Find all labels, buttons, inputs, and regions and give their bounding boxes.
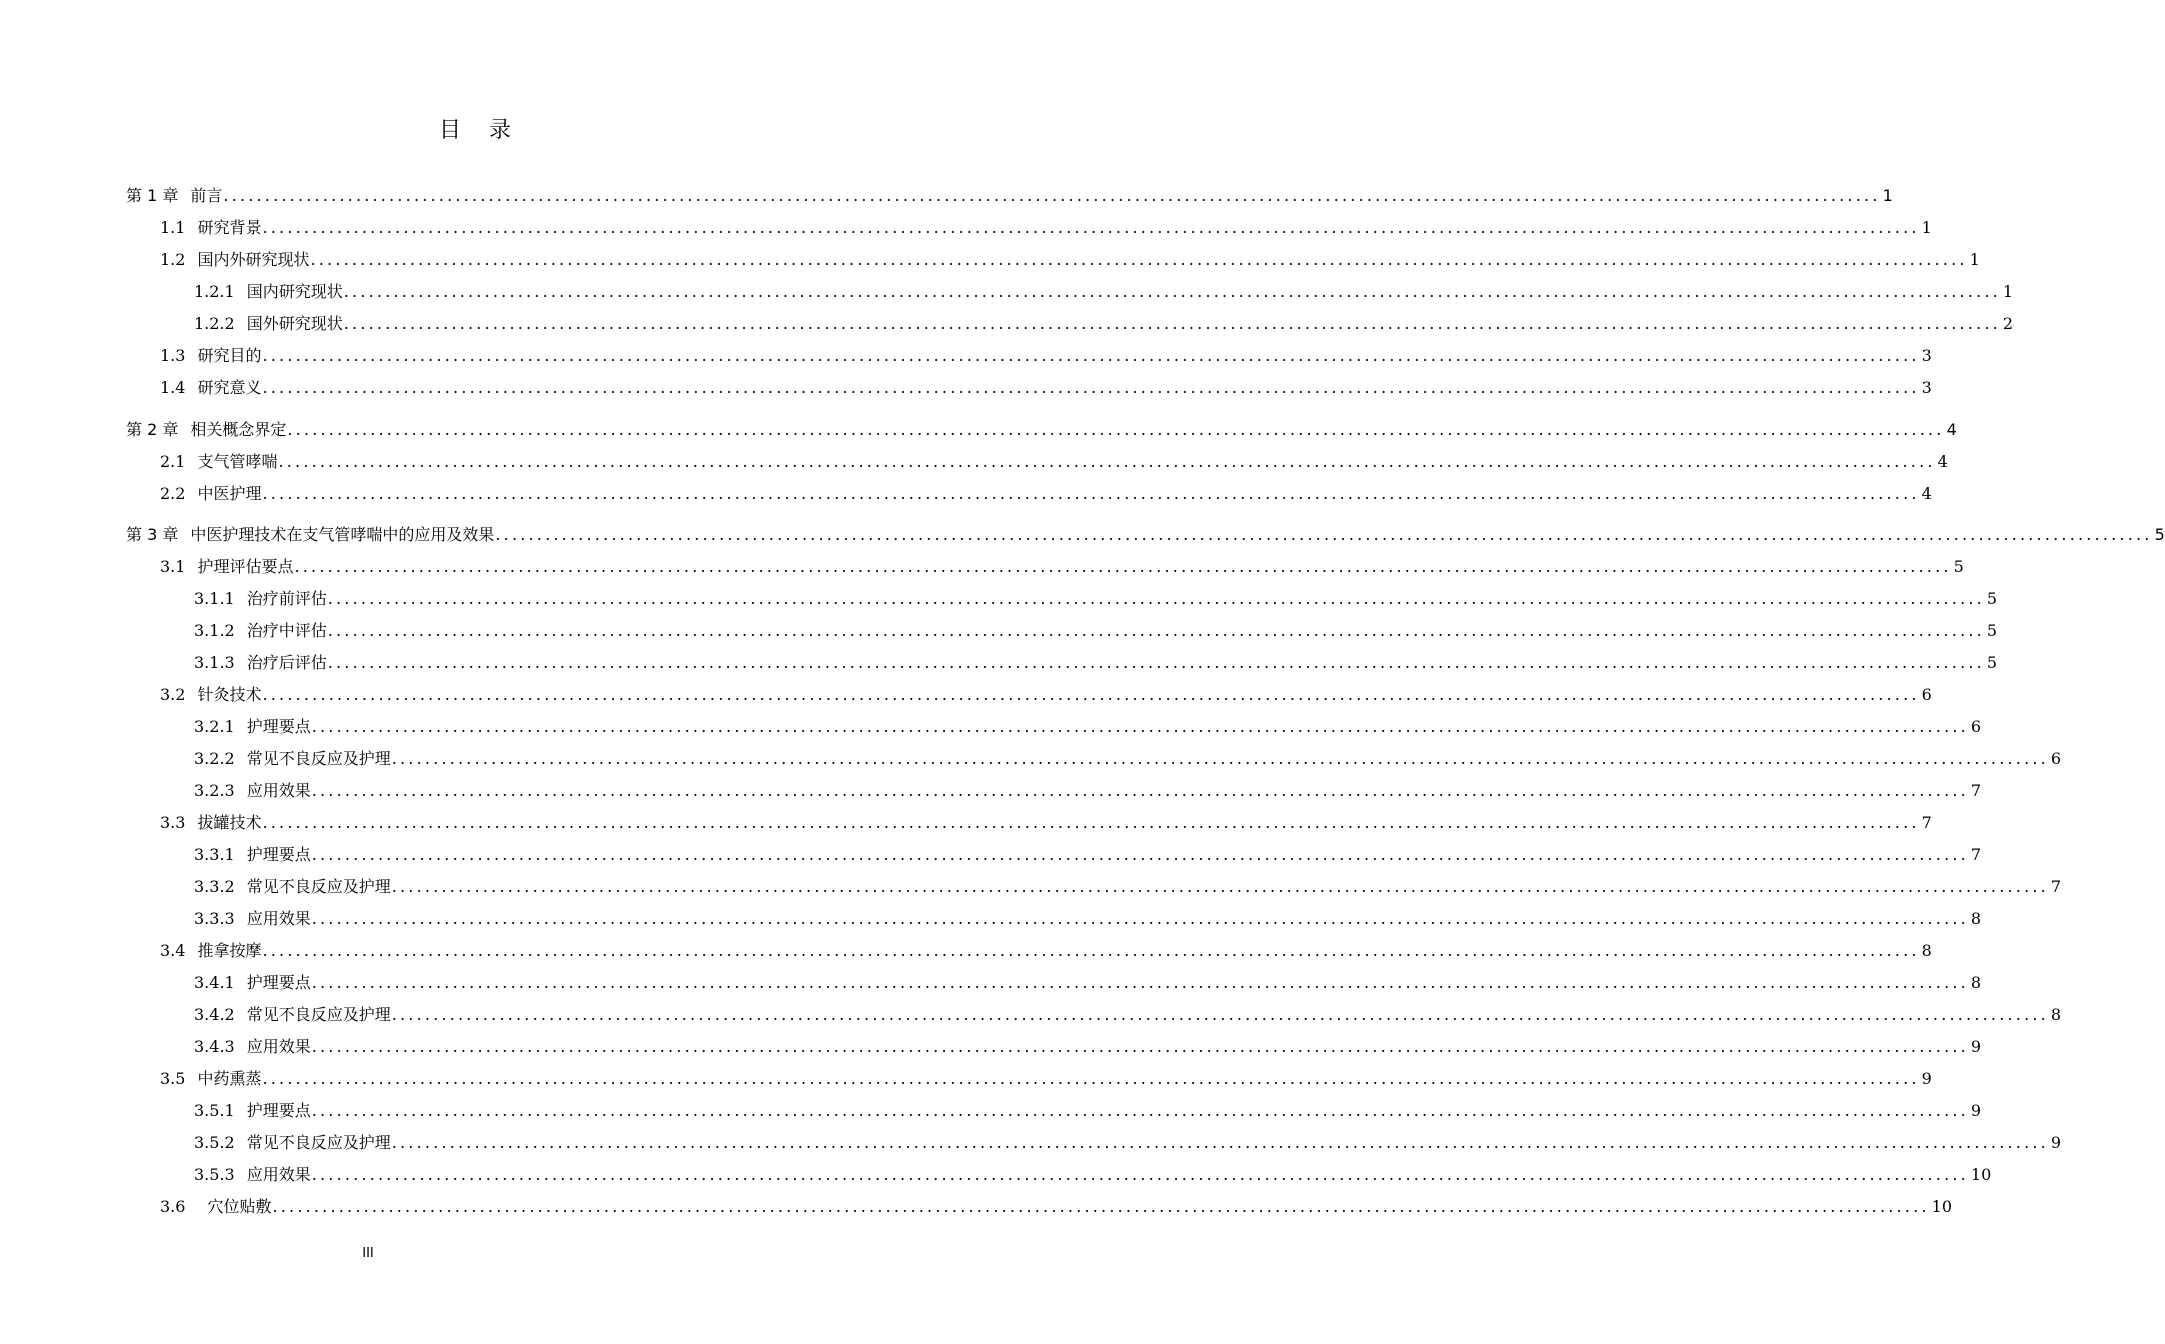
- toc-leader-dots: ........................................................................................................................................................................................................: [262, 941, 1920, 960]
- toc-entry[interactable]: [194, 619, 1998, 643]
- toc-leader-dots: ........................................................................................................................................................................................................: [311, 717, 1969, 736]
- toc-leader-dots: ........................................................................................................................................................................................................: [327, 589, 1985, 608]
- toc-leader-dots: ........................................................................................................................................................................................................: [311, 1165, 1969, 1184]
- toc-leader-dots: ........................................................................................................................................................................................................: [311, 909, 1969, 928]
- toc-entry-page: 9: [1970, 1101, 1982, 1120]
- toc-leader-dots: ........................................................................................................................................................................................................: [311, 1037, 1969, 1056]
- toc-title-char-1: 目: [438, 118, 461, 143]
- toc-entry-label: 研究背景: [197, 218, 262, 237]
- page-number-footer: III: [362, 1246, 374, 1261]
- toc-leader-dots: ........................................................................................................................................................................................................: [343, 282, 2001, 301]
- toc-entry[interactable]: [160, 683, 1932, 707]
- toc-entry[interactable]: [160, 1195, 1953, 1219]
- toc-entry[interactable]: [194, 907, 1982, 931]
- toc-entry[interactable]: [194, 971, 1982, 995]
- toc-entry-page: 1: [1969, 250, 1980, 269]
- toc-entry-page: 7: [2050, 877, 2062, 896]
- toc-leader-dots: ........................................................................................................................................................................................................: [311, 781, 1969, 800]
- toc-entry-label: 常见不良反应及护理: [246, 877, 391, 896]
- toc-entry-number: 1.2: [160, 250, 186, 269]
- toc-entry-page: 7: [1921, 813, 1932, 832]
- toc-entry-label: 中医护理技术在支气管哮喘中的应用及效果: [190, 525, 495, 544]
- toc-entry-number: 3.5.1: [194, 1101, 235, 1120]
- toc-entry-number: 3.4: [160, 941, 186, 960]
- toc-entry-page: 9: [1970, 1037, 1982, 1056]
- toc-entry[interactable]: [194, 715, 1982, 739]
- toc-entry[interactable]: [194, 747, 2062, 771]
- toc-entry-page: 5: [1986, 653, 1998, 672]
- toc-entry-number: 1.1: [160, 218, 186, 237]
- toc-leader-dots: ........................................................................................................................................................................................................: [391, 749, 2049, 768]
- toc-entry-number: 3.2.2: [194, 749, 235, 768]
- toc-entry-number: 3.1.1: [194, 589, 235, 608]
- toc-entry-number: 3.5.3: [194, 1165, 235, 1184]
- toc-leader-dots: ........................................................................................................................................................................................................: [343, 314, 2001, 333]
- toc-entry-number: 3.2: [160, 685, 186, 704]
- toc-entry-label: 应用效果: [246, 1037, 311, 1056]
- toc-entry-number: 1.4: [160, 378, 186, 397]
- toc-entry-label: 应用效果: [246, 781, 311, 800]
- toc-entry-label: 治疗前评估: [246, 589, 327, 608]
- toc-entry[interactable]: [160, 216, 1932, 240]
- toc-entry-label: 拔罐技术: [197, 813, 262, 832]
- toc-leader-dots: ........................................................................................................................................................................................................: [262, 218, 1920, 237]
- toc-entry-page: 4: [1946, 420, 1957, 439]
- toc-entry-label: 护理要点: [246, 717, 311, 736]
- toc-entry-number: 3.3.2: [194, 877, 235, 896]
- toc-entry-page: 10: [1931, 1197, 1953, 1216]
- toc-leader-dots: ........................................................................................................................................................................................................: [278, 452, 1936, 471]
- toc-entry[interactable]: [194, 1035, 1982, 1059]
- toc-entry-label: 中医护理: [197, 484, 262, 503]
- toc-entry[interactable]: [194, 843, 1982, 867]
- toc-entry-label: 国外研究现状: [246, 314, 343, 333]
- toc-entry-number: 3.2.3: [194, 781, 235, 800]
- toc-entry[interactable]: [126, 418, 1957, 442]
- toc-entry-number: 3.3.3: [194, 909, 235, 928]
- toc-entry-number: 3.6: [160, 1197, 186, 1216]
- toc-entry-number: 2.1: [160, 452, 186, 471]
- toc-entry-page: 10: [1970, 1165, 1992, 1184]
- toc-entry[interactable]: [194, 312, 2014, 336]
- toc-entry[interactable]: [160, 482, 1932, 506]
- toc-entry-page: 3: [1921, 378, 1932, 397]
- toc-entry-label: 治疗中评估: [246, 621, 327, 640]
- toc-entry[interactable]: [160, 344, 1932, 368]
- toc-leader-dots: ........................................................................................................................................................................................................: [294, 557, 1952, 576]
- toc-entry-page: 1: [2002, 282, 2014, 301]
- toc-entry-label: 护理要点: [246, 1101, 311, 1120]
- toc-entry-page: 1: [1921, 218, 1932, 237]
- toc-entry-page: 3: [1921, 346, 1932, 365]
- toc-leader-dots: ........................................................................................................................................................................................................: [391, 1005, 2049, 1024]
- toc-entry-number: 1.2.1: [194, 282, 235, 301]
- toc-entry-page: 8: [1970, 909, 1982, 928]
- toc-leader-dots: ........................................................................................................................................................................................................: [391, 1133, 2049, 1152]
- toc-entry-number: 3.4.1: [194, 973, 235, 992]
- toc-leader-dots: ........................................................................................................................................................................................................: [272, 1197, 1930, 1216]
- toc-entry[interactable]: [194, 779, 1982, 803]
- toc-entry-number: 3.1.3: [194, 653, 235, 672]
- toc-entry[interactable]: [126, 523, 2165, 547]
- toc-entry[interactable]: [194, 1163, 1992, 1187]
- toc-leader-dots: ........................................................................................................................................................................................................: [311, 973, 1969, 992]
- toc-entry[interactable]: [194, 1003, 2062, 1027]
- toc-entry-label: 护理评估要点: [197, 557, 294, 576]
- toc-entry-page: 5: [1986, 589, 1998, 608]
- toc-entry-label: 治疗后评估: [246, 653, 327, 672]
- toc-entry-label: 研究目的: [197, 346, 262, 365]
- toc-leader-dots: ........................................................................................................................................................................................................: [262, 346, 1920, 365]
- toc-leader-dots: ........................................................................................................................................................................................................: [262, 685, 1920, 704]
- toc-entry-page: 1: [1882, 186, 1893, 205]
- toc-entry-label: 应用效果: [246, 909, 311, 928]
- toc-entry-page: 6: [2050, 749, 2062, 768]
- toc-entry-number: 3.2.1: [194, 717, 235, 736]
- toc-entry-page: 8: [2050, 1005, 2062, 1024]
- toc-entry-label: 国内外研究现状: [197, 250, 310, 269]
- toc-entry-label: 常见不良反应及护理: [246, 749, 391, 768]
- toc-entry-number: 3.3.1: [194, 845, 235, 864]
- toc-entry[interactable]: [160, 811, 1932, 835]
- toc-entry-number: 3.5: [160, 1069, 186, 1088]
- toc-entry-number: 1.2.2: [194, 314, 235, 333]
- toc-entry-page: 5: [1953, 557, 1964, 576]
- toc-leader-dots: ........................................................................................................................................................................................................: [391, 877, 2049, 896]
- toc-entry-label: 应用效果: [246, 1165, 311, 1184]
- toc-entry-label: 前言: [190, 186, 223, 205]
- toc-entry-label: 相关概念界定: [190, 420, 287, 439]
- toc-entry-page: 9: [1921, 1069, 1932, 1088]
- toc-entry-page: 8: [1921, 941, 1932, 960]
- toc-entry-page: 5: [1986, 621, 1998, 640]
- toc-entry[interactable]: [160, 376, 1932, 400]
- toc-entry[interactable]: [160, 450, 1948, 474]
- toc-leader-dots: ........................................................................................................................................................................................................: [223, 186, 1881, 205]
- toc-entry-page: 7: [1970, 781, 1982, 800]
- toc-entry-number: 第 3 章: [126, 525, 179, 544]
- toc-leader-dots: ........................................................................................................................................................................................................: [495, 525, 2153, 544]
- toc-entry-number: 2.2: [160, 484, 186, 503]
- toc-entry-number: 3.1.2: [194, 621, 235, 640]
- toc-title-char-2: 录: [489, 118, 512, 143]
- toc-leader-dots: ........................................................................................................................................................................................................: [262, 813, 1920, 832]
- toc-leader-dots: ........................................................................................................................................................................................................: [311, 1101, 1969, 1120]
- toc-entry-page: 6: [1970, 717, 1982, 736]
- toc-entry[interactable]: [194, 1131, 2062, 1155]
- toc-entry-label: 支气管哮喘: [197, 452, 278, 471]
- toc-entry-page: 7: [1970, 845, 1982, 864]
- toc-entry[interactable]: [126, 184, 1893, 208]
- toc-leader-dots: ........................................................................................................................................................................................................: [327, 653, 1985, 672]
- toc-entry[interactable]: [194, 651, 1998, 675]
- toc-entry-number: 3.4.3: [194, 1037, 235, 1056]
- toc-entry-number: 第 1 章: [126, 186, 179, 205]
- toc-entry-number: 3.1: [160, 557, 186, 576]
- toc-leader-dots: ........................................................................................................................................................................................................: [327, 621, 1985, 640]
- toc-entry-page: 5: [2154, 525, 2165, 544]
- toc-entry-label: 国内研究现状: [246, 282, 343, 301]
- toc-entry-label: 常见不良反应及护理: [246, 1005, 391, 1024]
- toc-entry-page: 9: [2050, 1133, 2062, 1152]
- toc-entry[interactable]: [160, 1067, 1932, 1091]
- toc-entry-number: 3.4.2: [194, 1005, 235, 1024]
- toc-entry[interactable]: [194, 1099, 1982, 1123]
- toc-entry-page: 4: [1921, 484, 1932, 503]
- toc-entry-page: 6: [1921, 685, 1932, 704]
- toc-entry-label: 针灸技术: [197, 685, 262, 704]
- toc-entry-page: 8: [1970, 973, 1982, 992]
- toc-leader-dots: ........................................................................................................................................................................................................: [311, 845, 1969, 864]
- toc-entry-label: 研究意义: [197, 378, 262, 397]
- toc-entry-number: 1.3: [160, 346, 186, 365]
- toc-leader-dots: ........................................................................................................................................................................................................: [262, 378, 1920, 397]
- toc-entry-page: 2: [2002, 314, 2014, 333]
- toc-entry-label: 推拿按摩: [197, 941, 262, 960]
- toc-entry-label: 常见不良反应及护理: [246, 1133, 391, 1152]
- toc-entry[interactable]: [160, 248, 1980, 272]
- toc-leader-dots: ........................................................................................................................................................................................................: [287, 420, 1945, 439]
- toc-entry-label: 中药熏蒸: [197, 1069, 262, 1088]
- toc-entry-number: 3.5.2: [194, 1133, 235, 1152]
- toc-leader-dots: ........................................................................................................................................................................................................: [310, 250, 1968, 269]
- toc-entry-label: 护理要点: [246, 845, 311, 864]
- toc-entry-number: 3.3: [160, 813, 186, 832]
- toc-leader-dots: ........................................................................................................................................................................................................: [262, 484, 1920, 503]
- toc-entry[interactable]: [160, 939, 1932, 963]
- toc-entry[interactable]: [160, 555, 1964, 579]
- toc-entry-label: 穴位贴敷: [207, 1197, 272, 1216]
- toc-entry-label: 护理要点: [246, 973, 311, 992]
- toc-entry[interactable]: [194, 875, 2062, 899]
- toc-entry-page: 4: [1937, 452, 1948, 471]
- toc-entry[interactable]: [194, 587, 1998, 611]
- toc-entry[interactable]: [194, 280, 2014, 304]
- toc-leader-dots: ........................................................................................................................................................................................................: [262, 1069, 1920, 1088]
- toc-entry-number: 第 2 章: [126, 420, 179, 439]
